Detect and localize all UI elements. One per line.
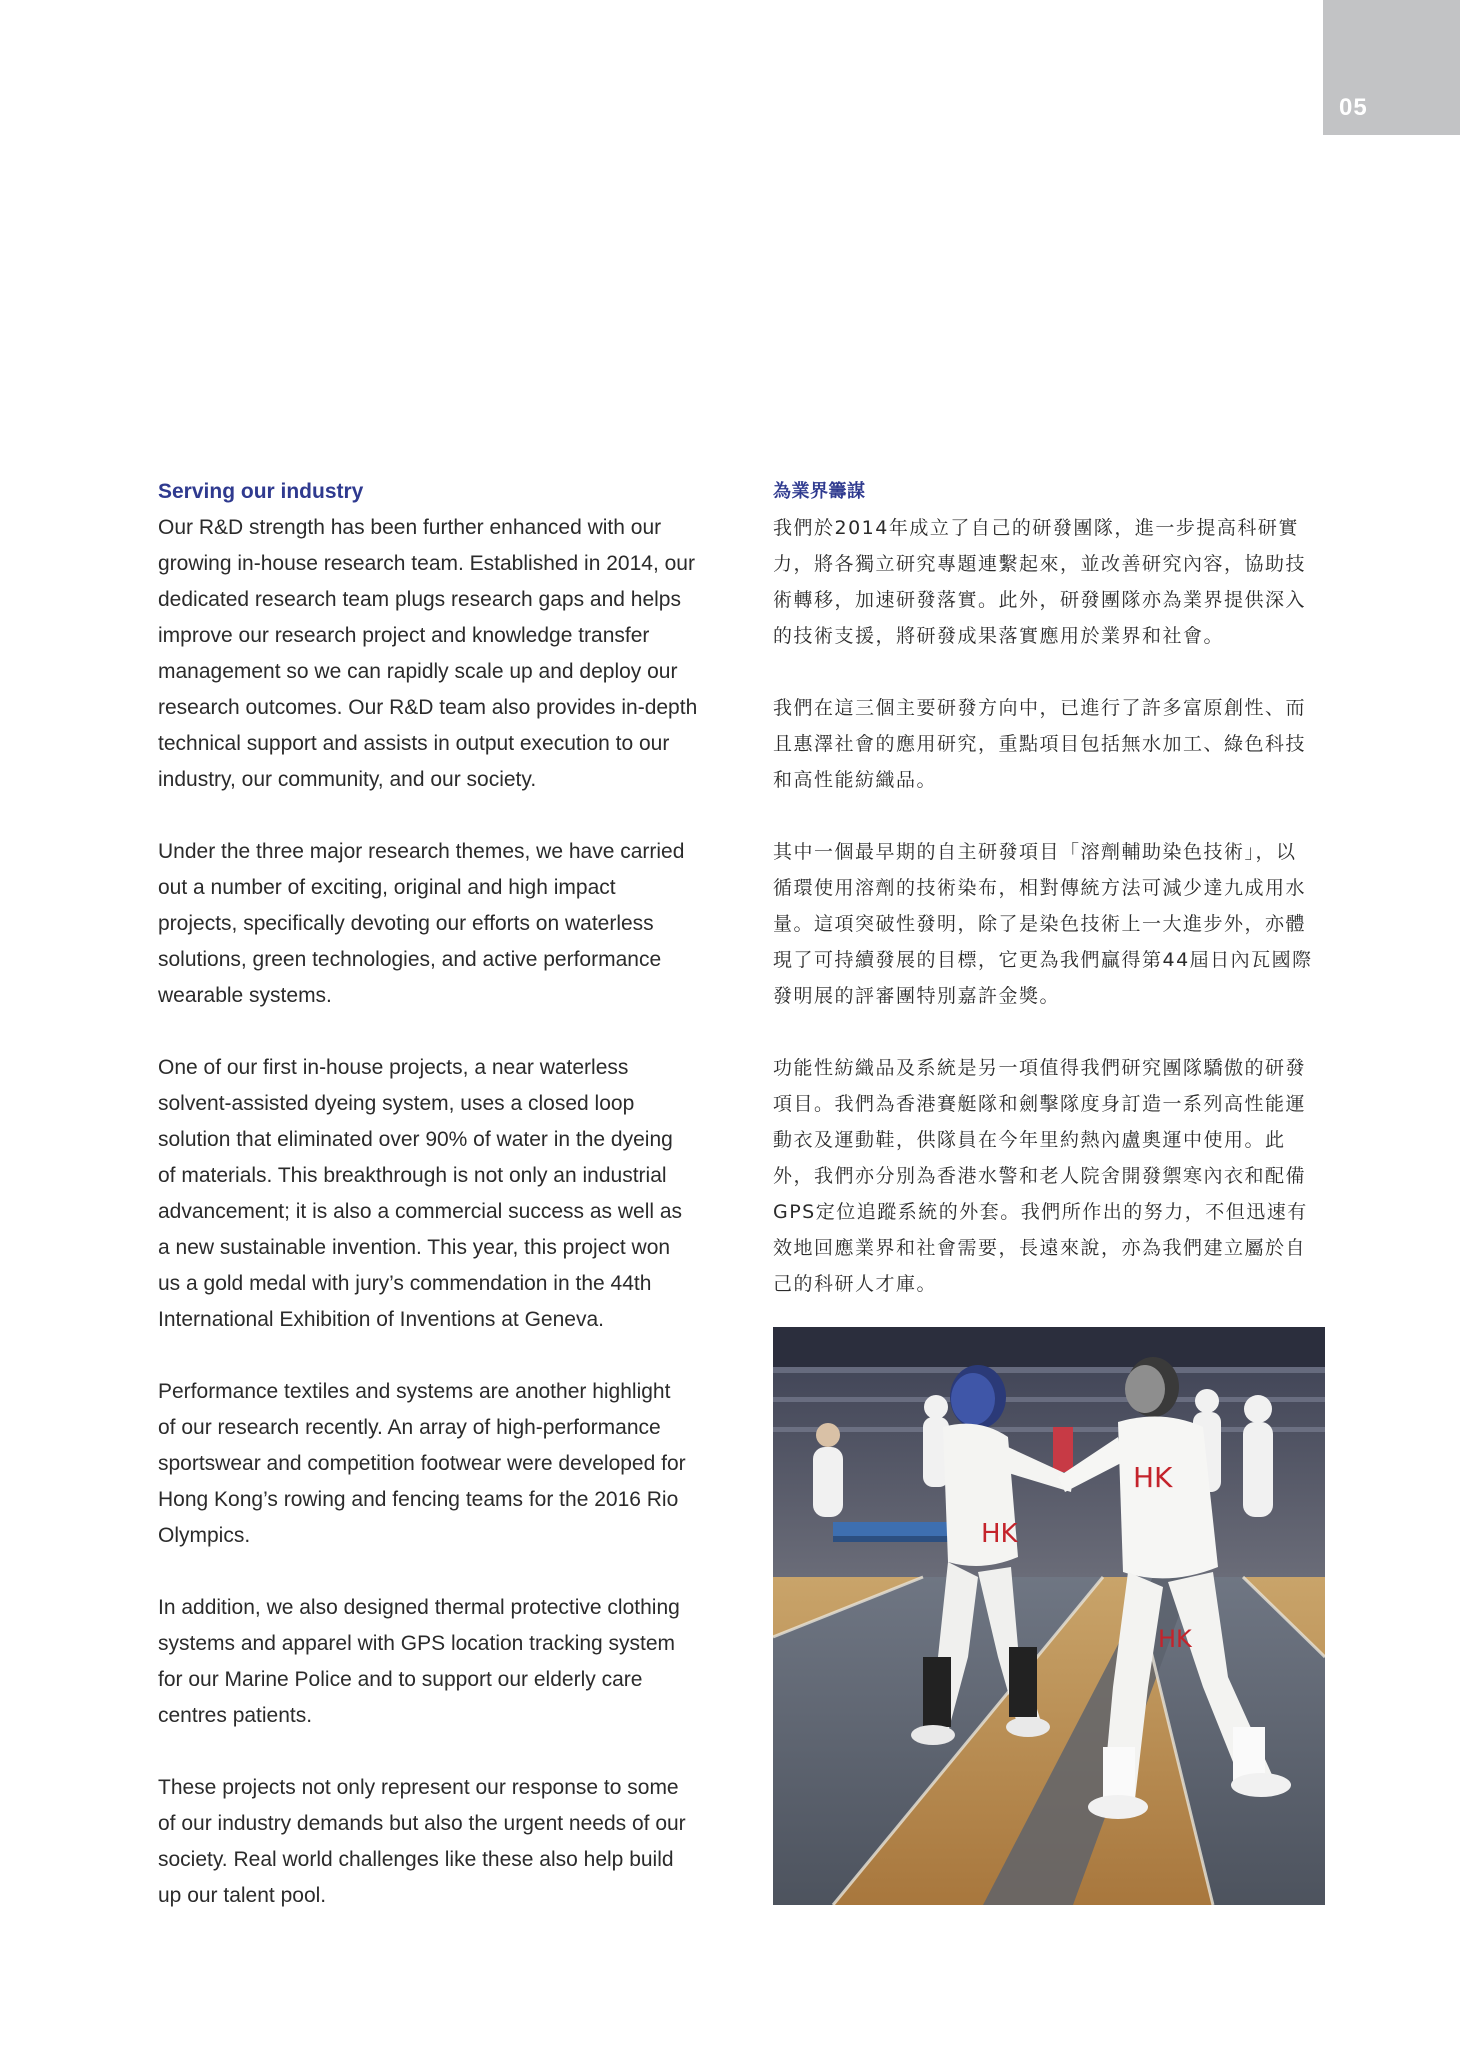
chinese-column [773, 474, 1325, 1338]
english-paragraph-5: In addition, we also designed thermal protective clothing systems and apparel with GPS location tracking system for our Marine Police and to support our elderly care centres patients. [158, 1596, 680, 1727]
english-paragraph-2: Under the three major research themes, we have carried out a number of exciting, original and high impact projects, specifically devoting our efforts on waterless solutions, green technologies, and active performance wearable systems. [158, 840, 685, 1007]
english-paragraph-6: These projects not only represent our response to some of our industry demands but also the urgent needs of our society. Real world challenges like these also help build up our talent pool. [158, 1776, 686, 1907]
svg-text:HK: HK [1158, 1625, 1192, 1653]
page-number: 05 [1339, 94, 1368, 121]
fencing-photo [773, 1327, 1325, 1905]
english-column [158, 474, 718, 1950]
english-paragraph-1: Our R&D strength has been further enhanced with our growing in-house research team. Established in 2014, our dedicated research team plugs research gaps and helps improve our research project and knowledge transfer management so we can rapidly scale up and deploy our research outcomes. Our R&D team also provides in-depth technical support and assists in output execution to our industry, our community, and our society. [158, 516, 698, 791]
svg-text:HK: HK [1133, 1461, 1173, 1494]
english-heading: Serving our industry [158, 480, 364, 503]
page-number-tab [1323, 0, 1460, 135]
chinese-heading: 為業界籌謀 [773, 481, 866, 502]
english-paragraph-4: Performance textiles and systems are another highlight of our research recently. An array of high-performance sportswear and competition footwear were developed for Hong Kong’s rowing and fencing teams for the 2016 Rio Olympics. [158, 1380, 686, 1547]
chinese-paragraph-1: 我們於2014年成立了自己的研發團隊，進一步提高科研實 力，將各獨立研究專題連繫起來，並改善研究內容，協助技 術轉移，加速研發落實。此外，研發團隊亦為業界提供深入 的技術支援，將研發成果落實應用於業界和社會。 [773, 517, 1307, 647]
chinese-paragraph-4: 功能性紡織品及系統是另一項值得我們研究團隊驕傲的研發 項目。我們為香港賽艇隊和劍擊隊度身訂造一系列高性能運 動衣及運動鞋，供隊員在今年里約熱內盧奧運中使用。此 外，我們亦分別為香港水警和老人院舍開發禦寒內衣和配備 GPS定位追蹤系統的外套。我們所作出的努力，不但迅速有 效地回應業界和社會需要，長遠來說，亦為我們建立屬於自 己的科研人才庫。 [773, 1057, 1308, 1295]
chinese-paragraph-3: 其中一個最早期的自主研發項目「溶劑輔助染色技術」，以 循環使用溶劑的技術染布，相對傳統方法可減少達九成用水 量。這項突破性發明，除了是染色技術上一大進步外，亦體 現了可持續發展的目標，它更為我們贏得第44屆日內瓦國際 發明展的評審團特別嘉許金獎。 [773, 841, 1313, 1007]
english-paragraph-3: One of our first in-house projects, a near waterless solvent-assisted dyeing system, uses a closed loop solution that eliminated over 90% of water in the dyeing of materials. This breakthrough is not only an industrial advancement; it is also a commercial success as well as a new sustainable invention. This year, this project won us a gold medal with jury’s commendation in the 44th International Exhibition of Inventions at Geneva. [158, 1056, 683, 1331]
chinese-paragraph-2: 我們在這三個主要研發方向中，已進行了許多富原創性、而 且惠澤社會的應用研究，重點項目包括無水加工、綠色科技 和高性能紡織品。 [773, 697, 1307, 791]
svg-text:HK: HK [981, 1519, 1018, 1549]
fencing-photo-illustration [773, 1327, 1325, 1905]
